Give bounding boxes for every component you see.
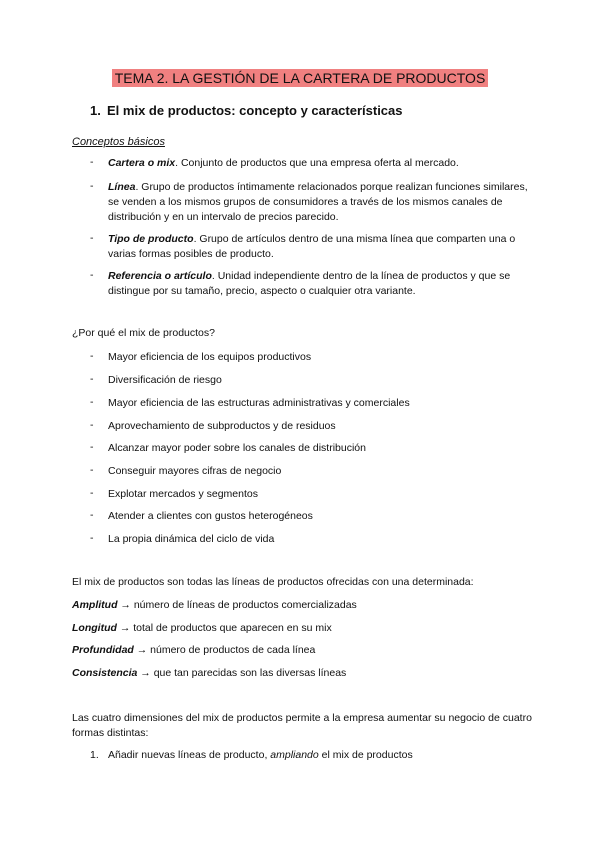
term: Cartera o mix — [108, 157, 176, 169]
section-title: El mix de productos: concepto y características — [107, 103, 403, 118]
term: Longitud — [72, 622, 117, 634]
bullet-dash: - — [90, 373, 94, 385]
numbered-item — [108, 748, 413, 763]
list-item: Atender a clientes con gustos heterogéneos — [108, 510, 313, 522]
bullet-dash: - — [90, 532, 94, 544]
section-heading — [90, 103, 403, 118]
definition: → número de productos de cada línea — [133, 644, 316, 656]
bullet-dash: - — [90, 350, 94, 362]
list-item: Explotar mercados y segmentos — [108, 488, 258, 500]
bullet-dash: - — [90, 232, 94, 244]
list-item: Alcanzar mayor poder sobre los canales de distribución — [108, 442, 366, 454]
term: Consistencia — [72, 667, 138, 679]
term: Referencia o artículo — [108, 270, 212, 282]
dimension-item — [72, 621, 332, 636]
list-item — [108, 156, 528, 171]
bullet-dash: - — [90, 441, 94, 453]
item-text-after: el mix de productos — [318, 749, 413, 761]
numbered-number: 1. — [90, 749, 99, 761]
list-item: Mayor eficiencia de las estructuras administrativas y comerciales — [108, 397, 410, 409]
definition: . Conjunto de productos que una empresa oferta al mercado. — [175, 157, 459, 169]
document-title — [0, 70, 600, 88]
definition: . Grupo de artículos dentro de una misma línea que comparten una o varias formas posibles de producto. — [108, 233, 516, 260]
definition: . Unidad independiente dentro de la línea de productos y que se distingue por su tamaño, precio, aspecto o cualquier otra variante. — [108, 270, 511, 297]
section-number: 1. — [90, 103, 101, 118]
dimension-item — [72, 598, 357, 613]
item-emphasis: ampliando — [270, 749, 319, 761]
definition: → número de líneas de productos comercializadas — [117, 599, 357, 611]
list-item: Conseguir mayores cifras de negocio — [108, 465, 282, 477]
definition: → total de productos que aparecen en su mix — [116, 622, 332, 634]
why-question: ¿Por qué el mix de productos? — [72, 327, 215, 339]
bullet-dash: - — [90, 464, 94, 476]
bullet-dash: - — [90, 487, 94, 499]
term: Línea — [108, 181, 136, 193]
bullet-dash: - — [90, 269, 94, 281]
list-item — [108, 232, 528, 262]
bullet-dash: - — [90, 396, 94, 408]
bullet-dash: - — [90, 419, 94, 431]
bullet-dash: - — [90, 509, 94, 521]
term: Profundidad — [72, 644, 134, 656]
list-item: Mayor eficiencia de los equipos productivos — [108, 351, 312, 363]
dimensions-intro: El mix de productos son todas las líneas de productos ofrecidas con una determinada: — [72, 576, 474, 588]
term: Amplitud — [72, 599, 118, 611]
basics-heading: Conceptos básicos — [72, 136, 165, 148]
dimension-item — [72, 666, 346, 681]
list-item: Aprovechamiento de subproductos y de residuos — [108, 420, 336, 432]
list-item — [108, 180, 528, 225]
definition: . Grupo de productos íntimamente relacionados porque realizan funciones similares, se venden a los mismos grupos de consumidores a través de los mismos canales de distribución y en un intervalo de precios parecido. — [108, 181, 528, 223]
definition: → que tan parecidas son las diversas líneas — [137, 667, 347, 679]
list-item: Diversificación de riesgo — [108, 374, 222, 386]
growth-intro: Las cuatro dimensiones del mix de productos permite a la empresa aumentar su negocio de cuatro formas distintas: — [72, 712, 532, 739]
bullet-dash: - — [90, 156, 94, 168]
item-text-before: Añadir nuevas líneas de producto, — [108, 749, 271, 761]
list-item — [108, 269, 528, 299]
term: Tipo de producto — [108, 233, 194, 245]
bullet-dash: - — [90, 180, 94, 192]
dimension-item — [72, 643, 315, 658]
highlighted-title: TEMA 2. LA GESTIÓN DE LA CARTERA DE PRODUCTOS — [112, 69, 489, 87]
list-item: La propia dinámica del ciclo de vida — [108, 533, 275, 545]
